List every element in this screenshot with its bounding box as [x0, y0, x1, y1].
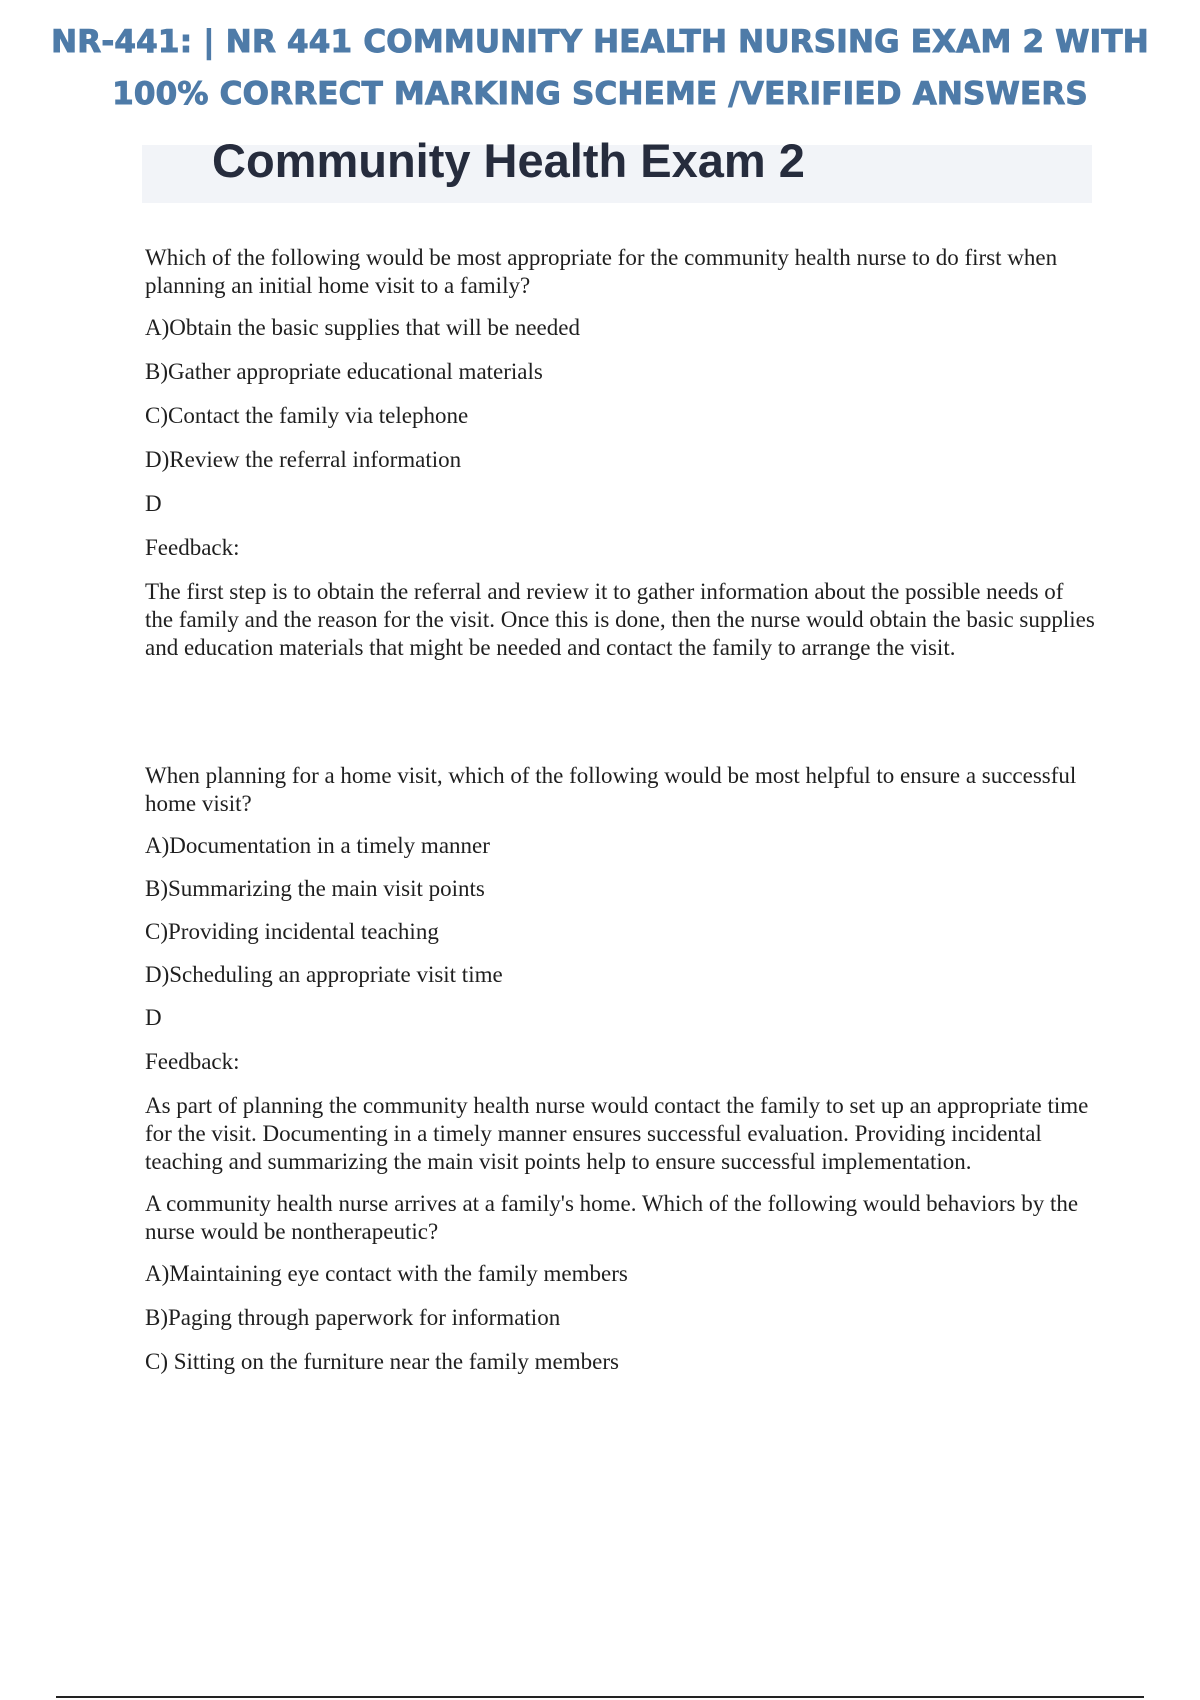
question-block-3	[145, 1190, 1095, 1376]
option-c: C) Sitting on the furniture near the family members	[145, 1349, 619, 1374]
footer-divider	[56, 1696, 1144, 1698]
question-block-2	[145, 762, 1095, 1176]
option-a: A)Documentation in a timely manner	[145, 833, 490, 858]
option-c: C)Contact the family via telephone	[145, 403, 469, 428]
question-text: A community health nurse arrives at a family's home. Which of the following would behaviors by the nurse would be nontherapeutic?	[145, 1191, 1079, 1244]
option-b: B)Summarizing the main visit points	[145, 876, 485, 901]
question-block-1	[145, 244, 1095, 662]
document-body	[145, 244, 1095, 1392]
question-text: When planning for a home visit, which of the following would be most helpful to ensure a successful home visit?	[145, 763, 1077, 816]
feedback-label: Feedback:	[145, 535, 240, 560]
header-line-1: NR-441: | NR 441 COMMUNITY HEALTH NURSING EXAM 2 WITH	[51, 24, 1149, 60]
answer-key: D	[145, 491, 162, 516]
option-b: B)Gather appropriate educational materials	[145, 359, 543, 384]
option-d: D)Scheduling an appropriate visit time	[145, 962, 503, 987]
feedback-label: Feedback:	[145, 1049, 240, 1074]
option-a: A)Obtain the basic supplies that will be needed	[145, 315, 580, 340]
document-header	[30, 16, 1170, 120]
option-c: C)Providing incidental teaching	[145, 919, 439, 944]
header-line-2: 100% CORRECT MARKING SCHEME /VERIFIED ANSWERS	[112, 76, 1088, 112]
question-text: Which of the following would be most appropriate for the community health nurse to do first when planning an initial home visit to a family?	[145, 245, 1058, 298]
option-b: B)Paging through paperwork for information	[145, 1305, 561, 1330]
feedback-text: The first step is to obtain the referral and review it to gather information about the possible needs of the family and the reason for the visit. Once this is done, then the nurse would obtain the basic supplies and education materials that might be needed and contact the family to arrange the visit.	[145, 579, 1095, 660]
feedback-text: As part of planning the community health nurse would contact the family to set up an appropriate time for the visit. Documenting in a timely manner ensures successful evaluation. Providing incidental teaching and summarizing the main visit points help to ensure successful implementation.	[145, 1093, 1089, 1174]
answer-key: D	[145, 1005, 162, 1030]
option-d: D)Review the referral information	[145, 447, 462, 472]
page-title: Community Health Exam 2	[212, 134, 805, 187]
option-a: A)Maintaining eye contact with the family members	[145, 1261, 628, 1286]
